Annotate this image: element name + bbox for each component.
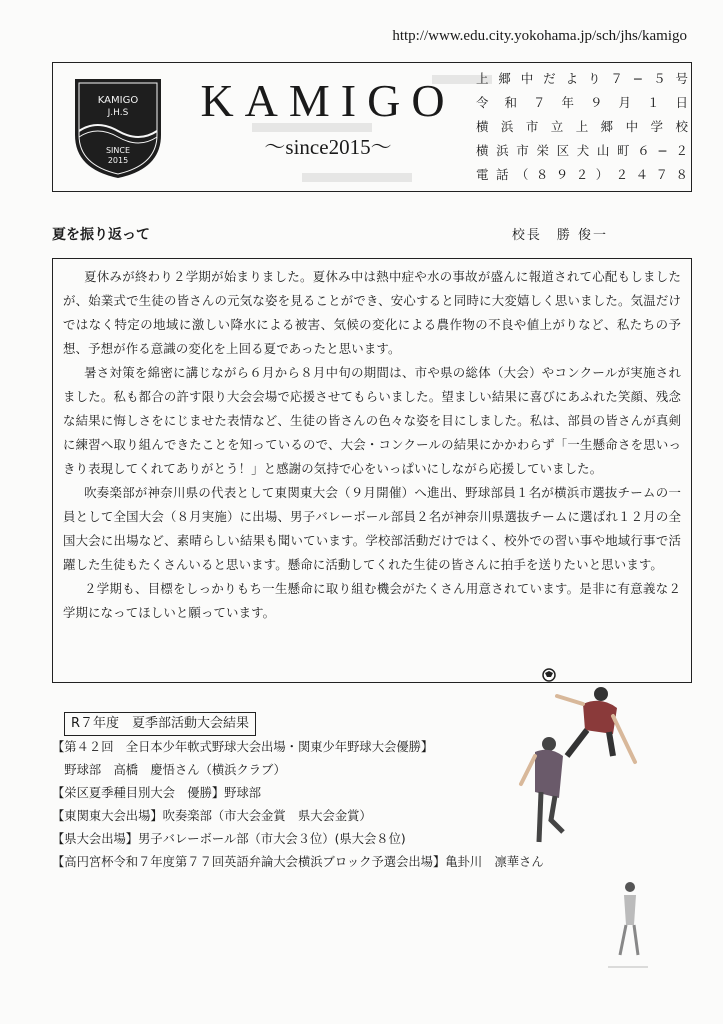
letter-paragraph: 夏休みが終わり２学期が始まりました。夏休み中は熱中症や水の事故が盛んに報道されて心配もしましたが、始業式で生徒の皆さんの元気な姿を見ることができ、安心すると同時に大変嬉しく思いました。気温だけではなく特定の地域に激しい降水による被害、気候の変化による農作物の不良や値上がりなど、私たちの予想、予想が作る意識の変化を上回る夏であったと思います。 [63,269,681,356]
summer-results [52,712,544,874]
masthead-title: KAMIGO [200,75,456,126]
school-url: http://www.edu.city.yokohama.jp/sch/jhs/kamigo [392,28,687,44]
results-line: 野球部 高橋 慶悟さん（横浜クラブ） [52,763,286,777]
results-title: R７年度 夏季部活動大会結果 [64,712,256,736]
newsletter-header [52,62,692,192]
emblem-year: 2015 [107,156,129,165]
letter-paragraph: 吹奏楽部が神奈川県の代表として東関東大会（９月開催）へ進出、野球部員１名が横浜市選抜チームの一員として全国大会（８月実施）に出場、男子バレーボール部員２名が神奈川県選抜チームに選ばれ１２月の全国大会に出場など、素晴らしい結果も聞いています。学校部活動だけではく、校外での習い事や地域行事で活躍した生徒もたくさんいると思います。懸命に活動してくれた生徒の皆さんに拍手を送りたいと思います。 [63,485,681,572]
masthead-since: 〜since2015〜 [264,135,392,159]
masthead [183,73,473,161]
letter-paragraph: ２学期も、目標をしっかりもち一生懸命に取り組む機会がたくさん用意されています。是非に有意義な２学期になってほしいと願っています。 [63,581,681,620]
letter-paragraph: 暑さ対策を綿密に講じながら６月から８月中旬の期間は、市や県の総体（大会）やコンクールが実施されました。私も都合の許す限り大会会場で応援させてもらいました。望ましい結果に喜びにあふれた笑顔、残念な結果に悔しさをにじませた表情など、生徒の皆さんの色々な姿を目にしました。私は、部員の皆さんが真剣に練習へ取り組んできたことを知っているので、大会・コンクールの結果にかかわらず「一生懸命さを思いっきり表現してくれてありがとう！」と感謝の気持で心をいっぱいにしながら応援していました。 [63,365,681,476]
article-heading: 夏を振り返って [52,227,150,243]
soccer-players-illustration [505,660,665,860]
distant-player-illustration [598,875,658,975]
article-author: 校長 勝 俊一 [511,228,608,243]
issue-number: 上郷中だより７−５号 [476,71,688,86]
school-address: 横浜市栄区犬山町６−２ [476,143,688,158]
issue-date: 令和７年９月１日 [476,95,688,110]
school-phone: 電話（８９２）２４７８ [476,167,688,182]
issue-info [476,67,688,187]
results-line: 【高円宮杯令和７年度第７７回英語弁論大会横浜ブロック予選会出場】亀卦川 凛華さん [52,855,544,869]
school-emblem [71,73,165,181]
emblem-school: KAMIGO [97,95,139,106]
results-line: 【県大会出場】男子バレーボール部（市大会３位）(県大会８位) [52,832,406,846]
shield-emblem-icon [71,73,165,181]
article-heading-row [52,224,608,246]
results-line: 【第４２回 全日本少年軟式野球大会出場・関東少年野球大会優勝】 [52,740,434,754]
principal-letter [52,258,692,683]
school-name: 横浜市立上郷中学校 [476,119,688,134]
results-line: 【東関東大会出場】吹奏楽部（市大会金賞 県大会金賞） [52,809,372,823]
results-line: 【栄区夏季種目別大会 優勝】野球部 [52,786,262,800]
emblem-since: SINCE [105,146,131,155]
emblem-sub: J.H.S [107,108,129,118]
